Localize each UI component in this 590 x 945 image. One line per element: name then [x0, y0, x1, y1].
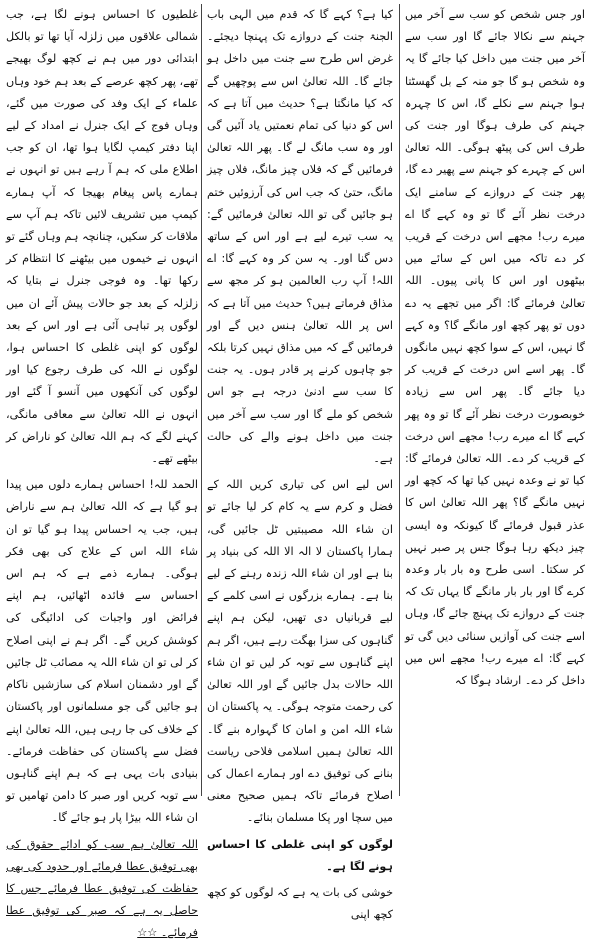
paragraph: کیا ہے؟ کہے گا کہ قدم میں الہی باب الجنۃ جنت کے دروازے تک پہنچا دیجئے۔ غرض اس طرح سے جنت میں داخل ہو جائے گا۔ اللہ تعالیٰ اس سے پوچھیں گے کہ کیا مانگتا ہے؟ حدیث میں آتا ہے کہ اس کو دنیا کی تمام نعمتیں یاد آئیں گی اور وہ سب مانگ لے گا۔ پھر اللہ تعالیٰ فرمائیں گے کہ فلاں چیز مانگ، فلاں چیز مانگ، حتیٰ کہ جب اس کی آرزوئیں ختم ہو جائیں گی تو اللہ تعالیٰ فرمائیں گے: یہ سب تیرے لیے ہے اور اس کے ساتھ دس گنا اور۔ یہ سن کر وہ کہے گا: اے اللہ! آپ رب العالمین ہو کر مجھ سے مذاق فرماتے ہیں؟ حدیث میں آتا ہے کہ اس پر اللہ تعالیٰ ہنس دیں گے اور فرمائیں گے کہ میں مذاق نہیں کرتا بلکہ جو چاہوں کرنے پر قادر ہوں۔ یہ جنت کا سب سے ادنیٰ درجہ ہے جو اس شخص کو ملے گا اور سب سے آخر میں جنت میں داخل ہونے والے کی حالت ہے۔: [207, 8, 393, 466]
paragraph: اور جس شخص کو سب سے آخر میں جہنم سے نکالا جائے گا اور سب سے آخر میں جنت میں داخل کیا جائے گا یہ وہ شخص ہو گا جو منہ کے بل گھسٹتا ہوا جہنم سے نکلے گا، اس کا چہرہ جہنم کی طرف ہوگا اور جنت کی طرف اس کی پیٹھ ہوگی۔ اللہ تعالیٰ اس کے چہرے کو جہنم سے پھیر دے گا، پھر جنت کے دروازے کے سامنے ایک درخت نظر آئے گا تو وہ کہے گا اے میرے رب! مجھے اس درخت کے قریب کر دے تاکہ میں اس کے سائے میں بیٹھوں اور اس کا پانی پیوں۔ اللہ تعالیٰ فرمائے گا: اگر میں تجھے یہ دے دوں تو پھر کچھ اور مانگے گا؟ وہ کہے گا نہیں، اس کے سوا کچھ نہیں مانگوں گا۔ پھر اسے اس درخت کے قریب کر دیا جائے گا۔ پھر اس سے زیادہ خوبصورت درخت نظر آئے گا تو وہ پھر کہے گا اے میرے رب! مجھے اس درخت کے قریب کر دے۔ اللہ تعالیٰ فرمائے گا: کیا تو نے وعدہ نہیں کیا تھا کہ کچھ اور نہیں مانگے گا؟ پھر اللہ تعالیٰ اس کا عذر قبول فرمائے گا کیونکہ وہ ایسی چیز دیکھ رہا ہوگا جس پر صبر نہیں کر سکتا۔ اسی طرح وہ بار بار وعدہ کرے گا اور بار بار مانگے گا یہاں تک کہ جنت کے دروازے تک پہنچ جائے گا، وہاں اسے جنت کی آوازیں سنائی دیں گی تو کہے گا: اے میرے رب! مجھے اس میں داخل کر دے۔ ارشاد ہوگا کہ: [405, 8, 585, 688]
closing-prayer: اللہ تعالیٰ ہم سب کو ادائے حقوق کی بھی توفیق عطا فرمائے اور حدود کی بھی حفاظت کی توفیق عطا فرمائے جس کا حاصل یہ ہے کہ صبر کی توفیق عطا فرمائے۔ ☆☆: [6, 837, 198, 940]
paragraph: اس لیے اس کی تیاری کریں اللہ کے فضل و کرم سے یہ کام کر لیا جائے تو ان شاء اللہ مصیبتیں ٹل جائیں گی، ہمارا پاکستان لا الہ الا اللہ کی بنیاد پر بنا ہے اور ان شاء اللہ زندہ رہنے کے لیے بنا ہے۔ ہمارے بزرگوں نے اسی کلمے کے لیے قربانیاں دی تھیں، لیکن ہم اپنے گناہوں کی سزا بھگت رہے ہیں، اگر ہم اپنے گناہوں سے توبہ کر لیں تو ان شاء اللہ حالات بدل جائیں گے اور اللہ تعالیٰ کی رحمت متوجہ ہوگی۔ یہ پاکستان ان شاء اللہ امن و امان کا گہوارہ بنے گا۔ اللہ تعالیٰ ہمیں اسلامی فلاحی ریاست بنانے کی توفیق دے اور ہمارے اعمال کی اصلاح فرمائے تاکہ ہمیں صحیح معنی میں سچا اور پکا مسلمان بنائے۔: [207, 478, 393, 825]
article-column-right: [405, 4, 585, 796]
paragraph: غلطیوں کا احساس ہونے لگا ہے، جب شمالی علاقوں میں زلزلہ آیا تھا تو بالکل ابتدائی دور میں ہم نے کچھ لوگ بھیجے تھے، پھر کچھ عرصے کے بعد ہم خود وہاں علماء کے ایک وفد کی صورت میں گئے، وہاں فوج کے ایک جنرل نے امداد کے لیے اپنا دفتر کیمپ لگایا ہوا تھا، ان کو جب اطلاع ملی کہ ہم آ رہے ہیں تو انہوں نے ہمارے پاس پیغام بھیجا کہ آپ ہمارے کیمپ میں تشریف لائیں تاکہ ہم آپ سے ملاقات کر سکیں، چنانچہ ہم وہاں گئے تو انہوں نے خیموں میں بیٹھنے کا انتظام کر رکھا تھا۔ وہ فوجی جنرل نے بتایا کہ زلزلہ کے بعد جو حالات پیش آئے ان میں لوگوں پر تباہی آئی ہے اور اس کے بعد لوگوں کو اپنی غلطی کا احساس ہوا، لوگوں نے اللہ کی طرف رجوع کیا اور لوگوں کی آنکھوں میں آنسو آ گئے اور انہوں نے اللہ تعالیٰ سے معافی مانگی، کہنے لگے کہ ہم اللہ تعالیٰ کو ناراض کر بیٹھے تھے۔: [6, 8, 198, 466]
highlighted-sentence: لوگوں کو اپنی غلطی کا احساس ہونے لگا ہے۔: [207, 837, 393, 873]
article-column-middle: [207, 4, 393, 922]
column-divider: [399, 4, 400, 796]
paragraph: الحمد للہ! احساس ہمارے دلوں میں پیدا ہو گیا ہے کہ اللہ تعالیٰ ہم سے ناراض ہیں، جب یہ احساس پیدا ہو گیا تو ان شاء اللہ اس کے علاج کی بھی فکر ہوگی۔ ہمارے ذمے ہے کہ ہم اس احساس سے فائدہ اٹھائیں، ہم اپنے فرائض اور واجبات کی ادائیگی کی کوشش کریں گے۔ اگر ہم نے اپنی اصلاح کر لی تو ان شاء اللہ یہ مصائب ٹل جائیں گے اور دشمنان اسلام کی سازشیں ناکام ہو جائیں گی جو مسلمانوں اور پاکستان کے خلاف کی جا رہی ہیں، اللہ تعالیٰ اپنے فضل سے پاکستان کی حفاظت فرمائے۔ بنیادی بات یہی ہے کہ ہم اپنے گناہوں سے توبہ کریں اور صبر کا دامن تھامیں تو ان شاء اللہ بیڑا پار ہو جائے گا۔: [6, 478, 198, 825]
article-column-left: [6, 4, 198, 940]
paragraph: خوشی کی بات یہ ہے کہ لوگوں کو کچھ کچھ اپنی: [207, 885, 393, 922]
column-divider: [201, 4, 202, 796]
